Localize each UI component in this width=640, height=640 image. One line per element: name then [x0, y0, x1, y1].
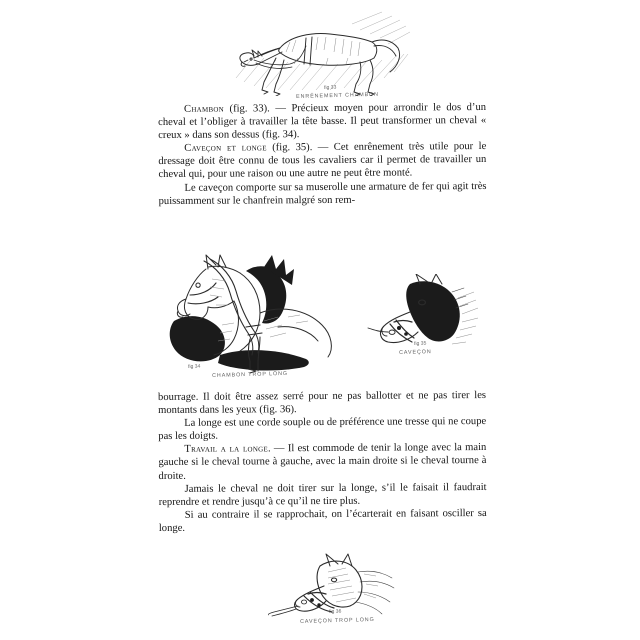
paragraph-contraire-text: Si au contraire il se rapprochait, on l’écarterait en faisant osciller sa longe. [158, 507, 487, 534]
paragraph-caveçon-longe-text: (fig. 35). — Cet enrênement très utile pour le dressage doit être connu de tous les cavaliers car il permet de travailler un cheval qui, pour une raison ou une autre ne peut être monté. [158, 141, 487, 181]
paragraph-chambon [158, 101, 486, 142]
paragraph-armature [158, 180, 486, 208]
paragraph-bourrage [158, 389, 486, 417]
figure-caption-chambon: ENRÊNEMENT CHAMBON [296, 91, 380, 100]
figure-caption-caveçon: CAVEÇON [399, 349, 432, 356]
text-block-upper [158, 101, 487, 208]
paragraph-si-au-contraire [159, 507, 487, 535]
paragraph-longe-text: La longe est une corde souple ou de préférence une tresse qui ne coupe pas les doigts. [158, 416, 487, 443]
figure-number-34: fig 34 [188, 363, 201, 370]
run-in-heading-travail-a-la-longe: Travail a la longe [184, 443, 269, 456]
run-in-heading-caveçon-longe: Caveçon et longe [184, 142, 267, 155]
paragraph-jamais-tirer [159, 481, 487, 509]
figure-number-33: fig 33 [324, 84, 337, 91]
figure-number-35: fig 35 [414, 340, 427, 347]
paragraph-jamais-text: Jamais le cheval ne doit tirer sur la longe, s’il le faisait il faudrait reprendre et rendre jusqu’à ce qu’il ne tire plus. [158, 481, 487, 508]
paragraph-longe [158, 415, 486, 443]
figure-caveçon-trop-long-illustration [268, 552, 408, 626]
figure-caption-caveçon-trop-long: CAVEÇON TROP LONG [300, 616, 375, 625]
paragraph-bourrage-text: bourrage. Il doit être assez serré pour ne pas ballotter et ne pas tirer les montants dans les yeux (fig. 36). [158, 389, 487, 417]
figure-number-36: fig 36 [329, 608, 342, 615]
paragraph-armature-text: Le caveçon comporte sur sa muserolle une armature de fer qui agit très puissamment sur le chanfrein malgré son rem- [158, 180, 487, 207]
paragraph-travail-a-la-longe [158, 441, 486, 482]
figure-chambon-trop-long-illustration [160, 243, 350, 375]
paragraph-travail-text: . — Il est commode de tenir la longe avec la main gauche si le cheval tourne à gauche, avec la main droite si le cheval tourne à droite. [158, 442, 487, 482]
figure-caption-chambon-trop-long: CHAMBON TROP LONG [212, 370, 289, 379]
paragraph-chambon-text: (fig. 33). — Précieux moyen pour arrondir le dos d’un cheval et l’obliger à travailler la tête basse. Il peut transformer un cheval « creux » dans son dessus (fig. 34). [158, 101, 487, 142]
figure-chambon-illustration [232, 8, 412, 96]
text-block-lower [158, 389, 487, 535]
paragraph-caveçon-longe [158, 140, 486, 181]
run-in-heading-chambon: Chambon [184, 103, 225, 115]
